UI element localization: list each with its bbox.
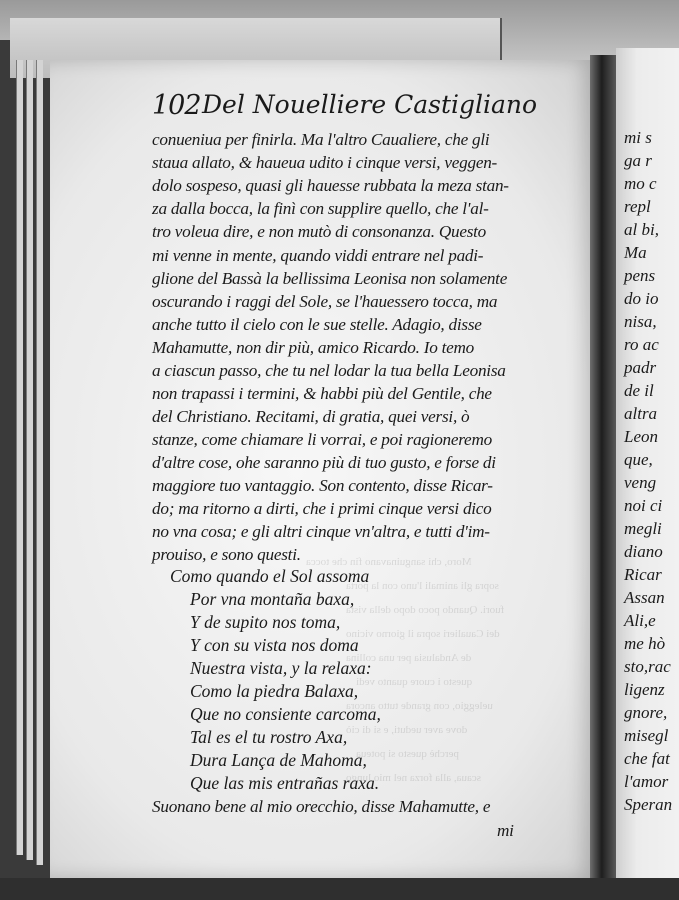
right-page-fragment: ro ac (624, 335, 659, 354)
text-line: prouiso, e sono questi. (152, 545, 301, 564)
right-page-fragment: do io (624, 289, 659, 308)
show-through-line: questo i cuore quanto vedi (356, 676, 473, 688)
right-page-fragment: que, (624, 450, 653, 469)
verse-line: Tal es el tu rostro Axa, (190, 727, 348, 747)
running-head (152, 88, 582, 130)
text-line: maggiore tuo vantaggio. Son contento, disse Ricar- (152, 476, 493, 495)
text-line: mi venne in mente, quando viddi entrare nel padi- (152, 246, 484, 265)
right-page-fragment: al bi, (624, 220, 659, 239)
book-gutter (590, 55, 616, 885)
verse-line: Y con su vista nos doma (190, 635, 359, 655)
right-page-fragment: pens (624, 266, 656, 285)
right-page-fragment: padr (624, 358, 657, 377)
right-page-fragment: megli (624, 519, 662, 538)
text-line: glione del Bassà la bellissima Leonisa non solamente (152, 269, 508, 288)
right-page-fragment: misegl (624, 726, 669, 745)
right-page-fragment: Ali,e (624, 611, 656, 630)
page-edge (16, 60, 23, 855)
show-through-line: dei Caualieri sopra il giorno vicino (346, 628, 500, 640)
show-through-line: ueleggio, con grande tutto ancora (346, 700, 493, 712)
right-page-fragment: nisa, (624, 312, 657, 331)
text-line: non trapassi i termini, & habbi più del Gentile, che (152, 384, 492, 403)
right-page-fragment: mo c (624, 174, 657, 193)
right-page-fragment: repl (624, 197, 651, 216)
right-page-fragment: Assan (624, 588, 665, 607)
text-line: za dalla bocca, la finì con supplire quello, che l'al- (152, 199, 489, 218)
right-page-fragment: l'amor (624, 772, 669, 791)
right-page-fragment: ligenz (624, 680, 665, 699)
closing-line: Suonano bene al mio orecchio, disse Mahamutte, e (152, 797, 491, 816)
show-through-line: dove aver ueduti, e si di ciò (346, 724, 468, 736)
show-through-line: Moro, chi sanguinavano fin che tocca (306, 556, 472, 568)
right-page-fragment: me hò (624, 634, 666, 653)
text-line: conueniua per finirla. Ma l'altro Caualiere, che gli (152, 130, 490, 149)
text-line: Mahamutte, non dir più, amico Ricardo. Io temo (152, 338, 475, 357)
text-line: oscurando i raggi del Sole, se l'hauessero tocca, ma (152, 292, 498, 311)
right-page-fragment: Leon (624, 427, 658, 446)
right-page-fragment: Ricar (624, 565, 662, 584)
right-page-fragment: noi ci (624, 496, 663, 515)
text-line: staua allato, & haueua udito i cinque versi, veggen- (152, 153, 498, 172)
right-page-fragment: mi s (624, 128, 652, 147)
text-line: dolo sospeso, quasi gli hauesse rubbata la meza stan- (152, 176, 509, 195)
verse-line: Como quando el Sol assoma (170, 566, 370, 586)
catchword: mi (497, 821, 514, 840)
text-line: tro voleua dire, e non mutò di consonanza. Questo (152, 222, 487, 241)
verse-line: Que no consiente carcoma, (190, 704, 381, 724)
text-line: d'altre cose, ohe saranno più di tuo gusto, e forse di (152, 453, 496, 472)
show-through-line: de Andalusia per una collina (346, 652, 472, 664)
right-page-fragment: sto,rac (624, 657, 671, 676)
show-through-line: fuori. Quando poco dopo della vista (346, 604, 505, 616)
right-page-fragment: ga r (624, 151, 652, 170)
page-edge (26, 60, 33, 860)
page-number: 102 (152, 90, 201, 121)
text-line: del Christiano. Recitami, di gratia, quei versi, ò (152, 407, 470, 426)
scanner-backdrop-bottom (0, 878, 679, 900)
text-line: a ciascun passo, che tu nel lodar la tua bella Leonisa (152, 361, 506, 380)
right-page-fragment: altra (624, 404, 658, 423)
right-page-fragment: diano (624, 542, 663, 561)
show-through-line: scaua, alla forza nel mio lungo (346, 772, 482, 784)
right-page-fragment: veng (624, 473, 657, 492)
running-title: Del Nouelliere Castigliano (202, 90, 538, 119)
verse-line: Dura Lança de Mahoma, (190, 750, 367, 770)
verse-line: Como la piedra Balaxa, (190, 681, 359, 701)
right-page-fragment: che fat (624, 749, 670, 768)
text-line: do; ma ritorno a dirti, che i primi cinque versi dico (152, 499, 492, 518)
right-page-fragment: gnore, (624, 703, 668, 722)
verse-line: Por vna montaña baxa, (190, 589, 355, 609)
verse-line: Que las mis entrañas raxa. (190, 773, 380, 793)
right-page-fragment: Ma (624, 243, 647, 262)
verse-line: Y de supito nos toma, (190, 612, 341, 632)
verse-line: Nuestra vista, y la relaxa: (190, 658, 372, 678)
right-page-fragment: de il (624, 381, 654, 400)
show-through-line: perchè questo si poteua (356, 748, 459, 760)
right-page-fragment: Speran (624, 795, 673, 814)
text-line: anche tutto il cielo con le sue stelle. Adagio, disse (152, 315, 482, 334)
text-line: stanze, come chiamare li vorrai, e poi ragioneremo (152, 430, 492, 449)
text-line: no vna cosa; e gli altri cinque vn'altra, e tutti d'im- (152, 522, 490, 541)
page-edge (36, 60, 43, 865)
show-through-line: sopra gli animali l'uno con la porta (346, 580, 499, 592)
